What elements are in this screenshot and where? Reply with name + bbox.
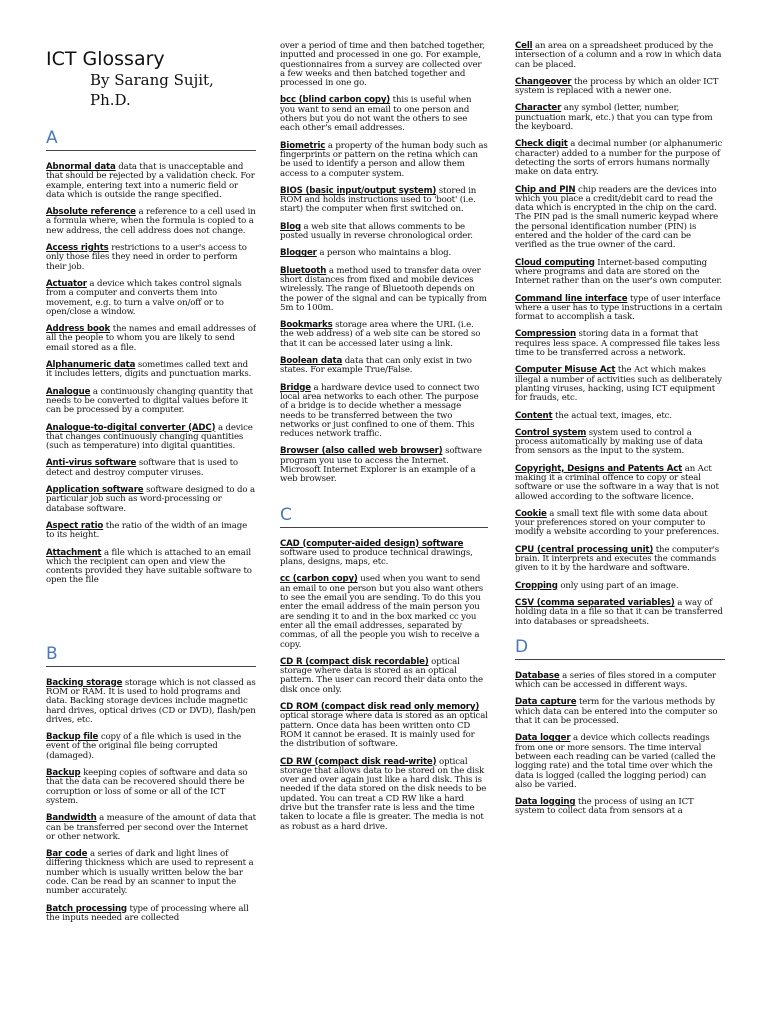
section-letter: A	[46, 128, 256, 151]
glossary-entry	[515, 599, 725, 627]
glossary-definition: stored in ROM and holds instructions used to 'boot' (i.e. start) the computer when first switched on.	[280, 185, 477, 215]
glossary-section	[46, 644, 256, 924]
glossary-entry	[280, 223, 488, 242]
glossary-definition: software that is used to detect and destroy computer viruses.	[46, 458, 238, 478]
glossary-definition: the computer's brain. It interprets and executes the commands given to it by the hardware and software.	[515, 544, 720, 574]
glossary-definition: the ratio of the width of an image to its height.	[46, 520, 248, 541]
glossary-entry	[46, 244, 256, 272]
glossary-term: Command line interface	[515, 293, 628, 304]
glossary-term: Address book	[46, 324, 111, 335]
glossary-definition: keeping copies of software and data so that the data can be recovered should there be corruption or loss of some or all of the ICT system.	[46, 768, 248, 806]
glossary-entry	[46, 905, 256, 924]
glossary-definition: system used to control a process automatically by making use of data from sensors as the input to the system.	[515, 427, 703, 457]
glossary-entry	[46, 459, 256, 478]
glossary-entry	[515, 259, 725, 287]
glossary-entry	[515, 140, 725, 177]
glossary-definition: the actual text, images, etc.	[552, 410, 672, 421]
glossary-entry	[280, 540, 488, 568]
glossary-entry	[46, 549, 256, 586]
glossary-definition: Internet-based computing where programs and data are stored on the Internet rather than on the user's own computer.	[515, 257, 722, 287]
section-letter: C	[280, 505, 488, 528]
glossary-definition: a reference to a cell used in a formula where, when the formula is copied to a new address, the cell address does not change.	[46, 207, 256, 236]
glossary-term: BIOS (basic input/output system)	[280, 185, 437, 196]
glossary-term: Content	[515, 410, 553, 421]
glossary-term: CAD (computer-aided design) software	[280, 538, 464, 549]
glossary-term: Biometric	[280, 140, 326, 151]
glossary-term: cc (carbon copy)	[280, 574, 358, 585]
glossary-definition: storage area where the URL (i.e. the web address) of a web site can be stored so that it can be accessed later using a link.	[280, 320, 481, 349]
glossary-definition: the names and email addresses of all the people to whom you are likely to send email stored as a file.	[46, 324, 256, 353]
glossary-definition: a device which takes control signals from a computer and converts them into movement, e.g. to turn a valve on/off or to open/close a window.	[46, 278, 242, 317]
glossary-term: Database	[515, 670, 560, 681]
glossary-entry	[46, 208, 256, 236]
glossary-definition: type of processing where all the inputs needed are collected	[46, 903, 249, 923]
glossary-entry	[515, 366, 725, 403]
glossary-entry	[280, 142, 488, 179]
glossary-definition: the process of using an ICT system to collect data from sensors at a	[515, 797, 694, 817]
glossary-definition: optical storage where data is stored as an optical pattern. Once data has been written onto CD ROM it cannot be erased. It is mainly used for the distribution of software.	[280, 711, 488, 750]
glossary-definition: storing data in a format that requires less space. A compressed file takes less time to be transferred across a network.	[515, 329, 720, 359]
glossary-entry	[280, 447, 488, 484]
glossary-definition: a measure of the amount of data that can be transferred per second over the Internet or other network.	[46, 813, 256, 842]
glossary-term: Browser (also called web browser)	[280, 446, 443, 457]
glossary-term: Data logger	[515, 733, 571, 744]
glossary-definition: over a period of time and then batched together, inputted and processed in one go. For example, questionnaires from a survey are collected over a few weeks and then batched together and processed in one go.	[280, 41, 485, 89]
glossary-definition: a decimal number (or alphanumeric character) added to a number for the purpose of detecting the sorts of errors humans normally make on data entry.	[515, 139, 723, 178]
glossary-entry	[46, 486, 256, 514]
glossary-entry	[515, 582, 725, 591]
glossary-term: Absolute reference	[46, 207, 136, 218]
glossary-entry	[280, 575, 488, 649]
glossary-entry	[515, 698, 725, 726]
document-title: ICT Glossary	[46, 48, 165, 70]
glossary-entry	[515, 78, 725, 97]
glossary-entry	[46, 163, 256, 200]
glossary-definition: a property of the human body such as fingerprints or pattern on the retina which can be used to identify a person and allow them access to a computer system.	[280, 140, 488, 179]
glossary-definition: sometimes called text and it includes letters, digits and punctuation marks.	[46, 360, 252, 380]
glossary-term: Backup file	[46, 732, 99, 743]
glossary-definition: storage which is not classed as ROM or RAM. It is used to hold programs and data. Backing storage devices include magnetic hard drives, optical drives (CD or DVD), flash/pen drives, etc.	[46, 677, 256, 725]
glossary-term: Application software	[46, 485, 144, 496]
glossary-definition: a device which collects readings from one or more sensors. The time interval between each reading can be varied (called the logging rate) and the total time over which the data is logged (called the logging period) can also be varied.	[515, 733, 716, 790]
glossary-term: CSV (comma separated variables)	[515, 597, 675, 608]
glossary-definition: optical storage where data is stored as an optical pattern. The user can record their data onto the disk once only.	[280, 656, 483, 695]
glossary-definition: this is useful when you want to send an email to one person and others but you do not want the others to see each other's email addresses.	[280, 95, 472, 134]
glossary-entry	[280, 187, 488, 215]
glossary-section	[280, 505, 488, 832]
glossary-term: Backing storage	[46, 677, 123, 688]
glossary-entry	[515, 465, 725, 502]
glossary-entry	[515, 412, 725, 421]
glossary-entry	[280, 96, 488, 133]
glossary-definition: a device that changes continuously changing quantities (such as temperature) into digital quantities.	[46, 422, 253, 452]
glossary-term: Batch processing	[46, 903, 127, 914]
glossary-entry	[515, 798, 725, 817]
glossary-term: Data logging	[515, 797, 576, 808]
glossary-entry	[515, 510, 725, 538]
glossary-entry	[280, 384, 488, 440]
glossary-term: Bar code	[46, 849, 88, 860]
glossary-definition: a continuously changing quantity that needs to be converted to digital values before it can be processed by a computer.	[46, 386, 253, 416]
glossary-entry	[515, 429, 725, 457]
glossary-term: Backup	[46, 768, 81, 779]
glossary-entry	[515, 295, 725, 323]
column-3-body	[515, 42, 725, 817]
glossary-term: Analogue	[46, 386, 91, 397]
glossary-section	[515, 42, 725, 627]
glossary-definition: only using part of an image.	[557, 580, 679, 591]
glossary-term: Computer Misuse Act	[515, 365, 616, 376]
section-letter: D	[515, 637, 725, 660]
glossary-entry	[280, 357, 488, 376]
column-2	[280, 0, 488, 1024]
glossary-term: Blog	[280, 221, 301, 232]
glossary-definition: the process by which an older ICT system is replaced with a newer one.	[515, 76, 719, 97]
glossary-entry	[280, 267, 488, 313]
glossary-definition: chip readers are the devices into which you place a credit/debit card to read the data which is encrypted in the chip on the card. The PIN pad is the small numeric keypad where the personal identification number (PIN) is entered and the holder of the card can be verified as the true owner of the card.	[515, 184, 719, 251]
glossary-definition: a file which is attached to an email which the recipient can open and view the contents provided they have suitable software to open the file	[46, 547, 252, 586]
glossary-term: CD RW (compact disk read-write)	[280, 756, 437, 767]
glossary-term: Cloud computing	[515, 257, 595, 268]
glossary-definition: data that can only exist in two states. For example True/False.	[280, 356, 472, 376]
glossary-term: Copyright, Designs and Patents Act	[515, 463, 683, 474]
glossary-definition: data that is unacceptable and that should be rejected by a validation check. For example, entering text into a numeric field or data which is outside the range specified.	[46, 162, 255, 200]
glossary-definition: software program you use to access the Internet. Microsoft Internet Explorer is an example of a web browser.	[280, 446, 482, 485]
glossary-entry	[46, 814, 256, 842]
glossary-term: Control system	[515, 427, 587, 438]
glossary-entry	[280, 321, 488, 349]
glossary-term: Actuator	[46, 278, 87, 289]
glossary-entry	[280, 703, 488, 749]
glossary-entry	[46, 325, 256, 353]
glossary-definition: a series of files stored in a computer which can be accessed in different ways.	[515, 670, 717, 691]
glossary-entry	[515, 734, 725, 790]
glossary-entry	[515, 546, 725, 574]
glossary-term: CPU (central processing unit)	[515, 544, 654, 555]
glossary-term: Changeover	[515, 76, 572, 87]
glossary-term: Aspect ratio	[46, 520, 104, 531]
glossary-term: Chip and PIN	[515, 184, 576, 195]
glossary-term: Attachment	[46, 547, 102, 558]
glossary-term: Analogue-to-digital converter (ADC)	[46, 422, 216, 433]
glossary-entry	[280, 42, 488, 88]
glossary-section	[515, 637, 725, 817]
glossary-term: CD R (compact disk recordable)	[280, 656, 429, 667]
column-1-body	[46, 128, 256, 923]
glossary-term: Cropping	[515, 580, 558, 591]
section-letter: B	[46, 644, 256, 667]
glossary-term: Bluetooth	[280, 265, 327, 276]
glossary-entry	[46, 361, 256, 380]
glossary-term: Compression	[515, 329, 576, 340]
column-1	[46, 0, 256, 1024]
glossary-term: Abnormal data	[46, 162, 116, 172]
glossary-definition: type of user interface where a user has to type instructions in a certain format to accomplish a task.	[515, 293, 723, 323]
glossary-definition: optical storage that allows data to be stored on the disk over and over again just like a hard disk. This is needed if the data stored on the disk needs to be updated. You can treat a CD RW like a hard drive but the transfer rate is less and the time taken to locate a file is greater. The media is not as robust as a hard drive.	[280, 756, 487, 832]
glossary-definition: any symbol (letter, number, punctuation mark, etc.) that you can type from the keyboard.	[515, 103, 713, 133]
glossary-term: Bridge	[280, 382, 311, 393]
glossary-entry	[46, 424, 256, 452]
glossary-entry	[280, 758, 488, 832]
glossary-entry	[46, 769, 256, 806]
glossary-entry	[46, 733, 256, 761]
column-3	[515, 0, 725, 1024]
glossary-definition: a small text file with some data about your preferences stored on your computer to modify a website according to your preferences.	[515, 508, 720, 538]
glossary-entry	[46, 850, 256, 896]
glossary-term: Blogger	[280, 248, 317, 259]
glossary-entry	[46, 679, 256, 725]
glossary-entry	[280, 249, 488, 258]
glossary-term: Cookie	[515, 508, 547, 519]
glossary-definition: a hardware device used to connect two local area networks to each other. The purpose of a bridge is to decide whether a message needs to be transferred between the two networks or just confined to one of them. This reduces network traffic.	[280, 382, 480, 440]
glossary-entry	[515, 330, 725, 358]
column-2-body	[280, 42, 488, 832]
glossary-entry	[46, 280, 256, 317]
glossary-definition: a web site that allows comments to be posted usually in reverse chronological order.	[280, 221, 473, 242]
glossary-definition: a way of holding data in a file so that it can be transferred into databases or spreadsheets.	[515, 597, 723, 627]
glossary-term: Check digit	[515, 139, 568, 150]
glossary-definition: used when you want to send an email to one person but you also want others to see the email you are sending. To do this you enter the email address of the main person you are sending it to and in the box marked cc you enter all the email addresses, separated by commas, of all the people you wish to receive a copy.	[280, 574, 484, 650]
glossary-term: Access rights	[46, 243, 109, 254]
glossary-definition: software used to produce technical drawings, plans, designs, maps, etc.	[280, 547, 473, 568]
glossary-entry	[515, 186, 725, 251]
glossary-term: Cell	[515, 41, 533, 51]
glossary-definition: restrictions to a user's access to only those files they need in order to perform their job.	[46, 243, 247, 272]
glossary-entry	[515, 42, 725, 70]
glossary-definition: term for the various methods by which data can be entered into the computer so that it can be processed.	[515, 697, 718, 727]
glossary-entry	[515, 672, 725, 691]
glossary-section	[46, 128, 256, 586]
glossary-term: Boolean data	[280, 356, 343, 367]
glossary-term: CD ROM (compact disk read only memory)	[280, 702, 480, 713]
glossary-entry	[46, 388, 256, 416]
document-author: By Sarang Sujit, Ph.D.	[90, 71, 214, 109]
glossary-definition: software designed to do a particular job such as word-processing or database software.	[46, 485, 255, 514]
glossary-definition: a method used to transfer data over short distances from fixed and mobile devices wirelessly. The range of Bluetooth depends on the power of the signal and can be typically from 5m to 100m.	[280, 265, 487, 313]
glossary-definition: an Act making it a criminal offence to copy or steal software or use the software in a way that is not allowed according to the software licence.	[515, 463, 719, 502]
glossary-definition: the Act which makes illegal a number of activities such as deliberately planting viruses, hacking, using ICT equipment for frauds, etc.	[515, 365, 722, 404]
glossary-entry	[280, 658, 488, 695]
glossary-term: bcc (blind carbon copy)	[280, 95, 391, 106]
glossary-definition: a person who maintains a blog.	[316, 248, 452, 259]
glossary-entry	[515, 104, 725, 132]
glossary-definition: a series of dark and light lines of differing thickness which are used to represent a number which is usually written below the bar code. Can be read by an scanner to input the number accurately.	[46, 849, 254, 897]
glossary-definition: an area on a spreadsheet produced by the intersection of a column and a row in which data can be placed.	[515, 41, 722, 70]
glossary-entry	[46, 522, 256, 541]
glossary-term: Data capture	[515, 697, 577, 708]
glossary-term: Bandwidth	[46, 813, 97, 824]
glossary-section	[280, 42, 488, 485]
glossary-definition: copy of a file which is used in the event of the original file being corrupted (damaged).	[46, 732, 242, 761]
glossary-term: Bookmarks	[280, 320, 333, 331]
glossary-term: Character	[515, 103, 562, 114]
glossary-term: Alphanumeric data	[46, 360, 136, 371]
glossary-term: Anti-virus software	[46, 458, 137, 469]
